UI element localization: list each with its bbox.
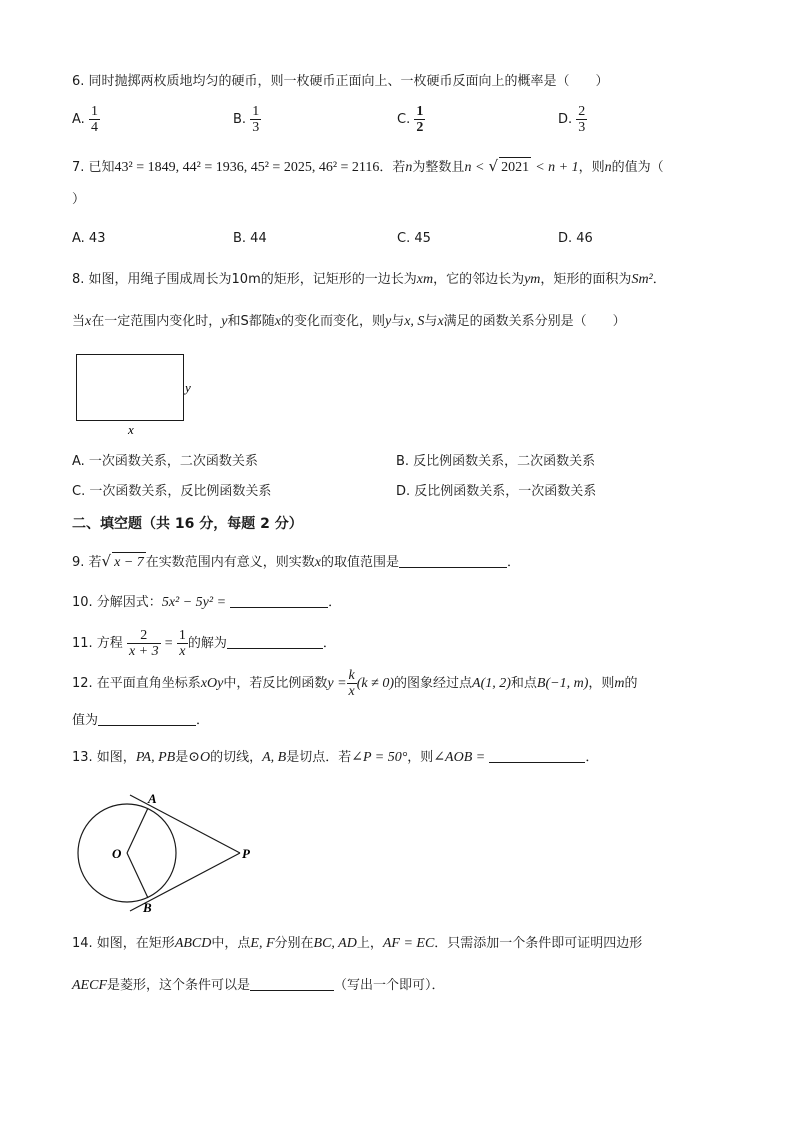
q14-line2: AECF是菱形，这个条件可以是 （写出一个即可）． <box>72 978 445 993</box>
q13-circle-tangent-figure <box>72 785 272 920</box>
q12-line1: 12. 在平面直角坐标系xOy中，若反比例函数y = $\frac{k}{x}$ (k ≠ 0)的图象经过点A(1, 2)和点B(−1, m)，则m的 <box>72 668 638 699</box>
label-y: y <box>185 380 191 395</box>
q13: 13. 如图，PA, PB是⊙O的切线，A, B是切点．若∠P = 50°，则∠AOB = ． <box>72 750 599 765</box>
q7-option-c: C. 45 <box>397 231 431 246</box>
q6-option-a: A. $\frac{1}{4}$ <box>72 104 98 135</box>
q6-option-c: C. $\frac{1}{2}$ <box>397 104 424 135</box>
q14-line1: 14. 如图，在矩形ABCD中，点E, F分别在BC, AD上，AF = EC．只需添加一个条件即可证明四边形 <box>72 936 643 951</box>
q6-option-b: B. $\frac{1}{3}$ <box>233 104 260 135</box>
segment-ob <box>127 853 148 898</box>
fraction: $\frac{1}{4}$ <box>90 104 98 135</box>
answer-blank[interactable] <box>230 593 328 608</box>
q7-option-b: B. 44 <box>233 231 267 246</box>
fraction: $\frac{2}{x + 3}$ <box>128 628 159 659</box>
fraction: $\frac{k}{x}$ <box>348 668 355 699</box>
fraction: $\frac{1}{2}$ <box>416 104 424 135</box>
fraction: $\frac{1}{3}$ <box>252 104 260 135</box>
q8-line2: 当x在一定范围内变化时，y和S都随x的变化而变化，则y与x, S与x满足的函数关系分别是（ ） <box>72 314 626 329</box>
q8-option-b: B. 反比例函数关系，二次函数关系 <box>396 454 596 469</box>
q7-option-a: A. 43 <box>72 231 106 246</box>
q8-line1: 8. 如图，用绳子围成周长为10m的矩形，记矩形的一边长为xm，它的邻边长为ym，矩形的面积为Sm²． <box>72 272 666 287</box>
q8-option-c: C. 一次函数关系，反比例函数关系 <box>72 484 272 499</box>
rectangle-shape <box>77 355 184 421</box>
label-o: O <box>112 846 122 861</box>
answer-blank[interactable] <box>399 553 507 568</box>
section-heading: 二、填空题（共 16 分，每题 2 分） <box>72 516 303 532</box>
q8-option-a: A. 一次函数关系，二次函数关系 <box>72 454 258 469</box>
q12-line2: 值为 ． <box>72 713 210 728</box>
answer-blank[interactable] <box>98 711 196 726</box>
label-b: B <box>143 900 152 915</box>
answer-blank[interactable] <box>489 748 585 763</box>
q7-stem: 7. 已知43² = 1849, 44² = 1936, 45² = 2025, 46² = 2116．若n为整数且n < √ 2021 < n + 1，则n的值为（ <box>72 156 664 178</box>
fraction: $\frac{1}{x}$ <box>178 628 186 659</box>
answer-blank[interactable] <box>227 634 323 649</box>
q6-stem: 6. 同时抛掷两枚质地均匀的硬币，则一枚硬币正面向上、一枚硬币反面向上的概率是（ ） <box>72 74 609 89</box>
q10: 10. 分解因式：5x² − 5y² = ． <box>72 595 342 610</box>
label-x: x <box>128 422 134 437</box>
answer-blank[interactable] <box>250 976 334 991</box>
segment-oa <box>127 808 148 853</box>
q8-option-d: D. 反比例函数关系，一次函数关系 <box>396 484 597 499</box>
fraction: $\frac{2}{3}$ <box>578 104 586 135</box>
label-p: P <box>242 846 250 861</box>
q6-option-d: D. $\frac{2}{3}$ <box>558 104 586 135</box>
q8-rectangle-figure <box>70 348 200 440</box>
q7-close: ） <box>72 192 86 207</box>
q7-option-d: D. 46 <box>558 231 593 246</box>
radical-sign: √ <box>101 552 112 570</box>
radical-sign: √ <box>488 157 499 175</box>
q9: 9. 若√ x − 7 在实数范围内有意义，则实数x的取值范围是 ． <box>72 551 520 573</box>
label-a: A <box>148 791 157 806</box>
q11: 11. 方程 $\frac{2}{x + 3}$ = $\frac{1}{x}$ 的解为 ． <box>72 628 336 659</box>
tangent-pa <box>130 795 240 853</box>
